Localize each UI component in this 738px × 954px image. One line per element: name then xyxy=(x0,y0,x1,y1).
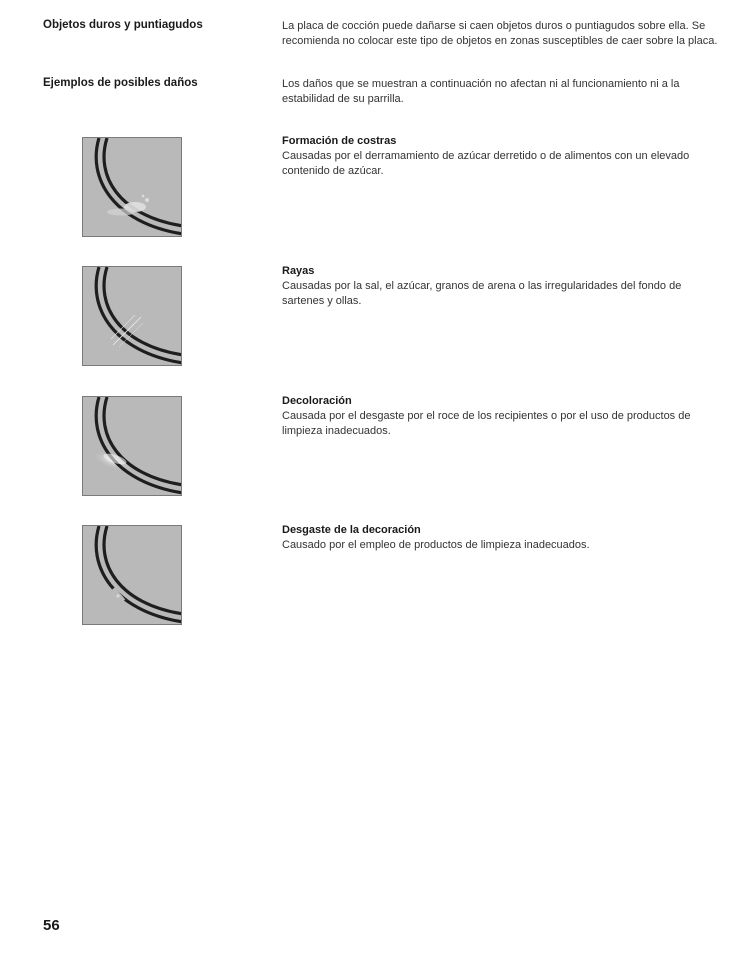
discoloration-illustration xyxy=(82,396,182,496)
crust-formation-illustration xyxy=(82,137,182,237)
decoration-wear-illustration xyxy=(82,525,182,625)
damage-title: Decoloración xyxy=(282,395,352,407)
damage-title: Rayas xyxy=(282,265,315,277)
heading-damage-examples: Ejemplos de posibles daños xyxy=(43,77,198,89)
damage-title: Formación de costras xyxy=(282,135,397,147)
page-number: 56 xyxy=(43,917,60,934)
scratches-illustration xyxy=(82,266,182,366)
text-damage-examples: Los daños que se muestran a continuación no afectan ni al funcionamiento ni a la estabilidad de su parrilla. xyxy=(282,78,680,105)
damage-description: Causadas por el derramamiento de azúcar derretido o de alimentos con un elevado contenido de azúcar. xyxy=(282,150,690,177)
damage-scratches xyxy=(282,264,722,309)
damage-title: Desgaste de la decoración xyxy=(282,524,421,536)
heading-hard-objects: Objetos duros y puntiagudos xyxy=(43,19,203,31)
damage-crust-formation xyxy=(282,134,722,179)
text-hard-objects: La placa de cocción puede dañarse si caen objetos duros o puntiagudos sobre ella. Se recomienda no colocar este tipo de objetos en zonas susceptibles de caer sobre la placa. xyxy=(282,20,718,47)
damage-description: Causado por el empleo de productos de limpieza inadecuados. xyxy=(282,539,590,551)
damage-decoration-wear xyxy=(282,523,722,553)
damage-discoloration xyxy=(282,394,722,439)
damage-description: Causada por el desgaste por el roce de los recipientes o por el uso de productos de limpieza inadecuados. xyxy=(282,410,691,437)
damage-description: Causadas por la sal, el azúcar, granos de arena o las irregularidades del fondo de sartenes y ollas. xyxy=(282,280,682,307)
